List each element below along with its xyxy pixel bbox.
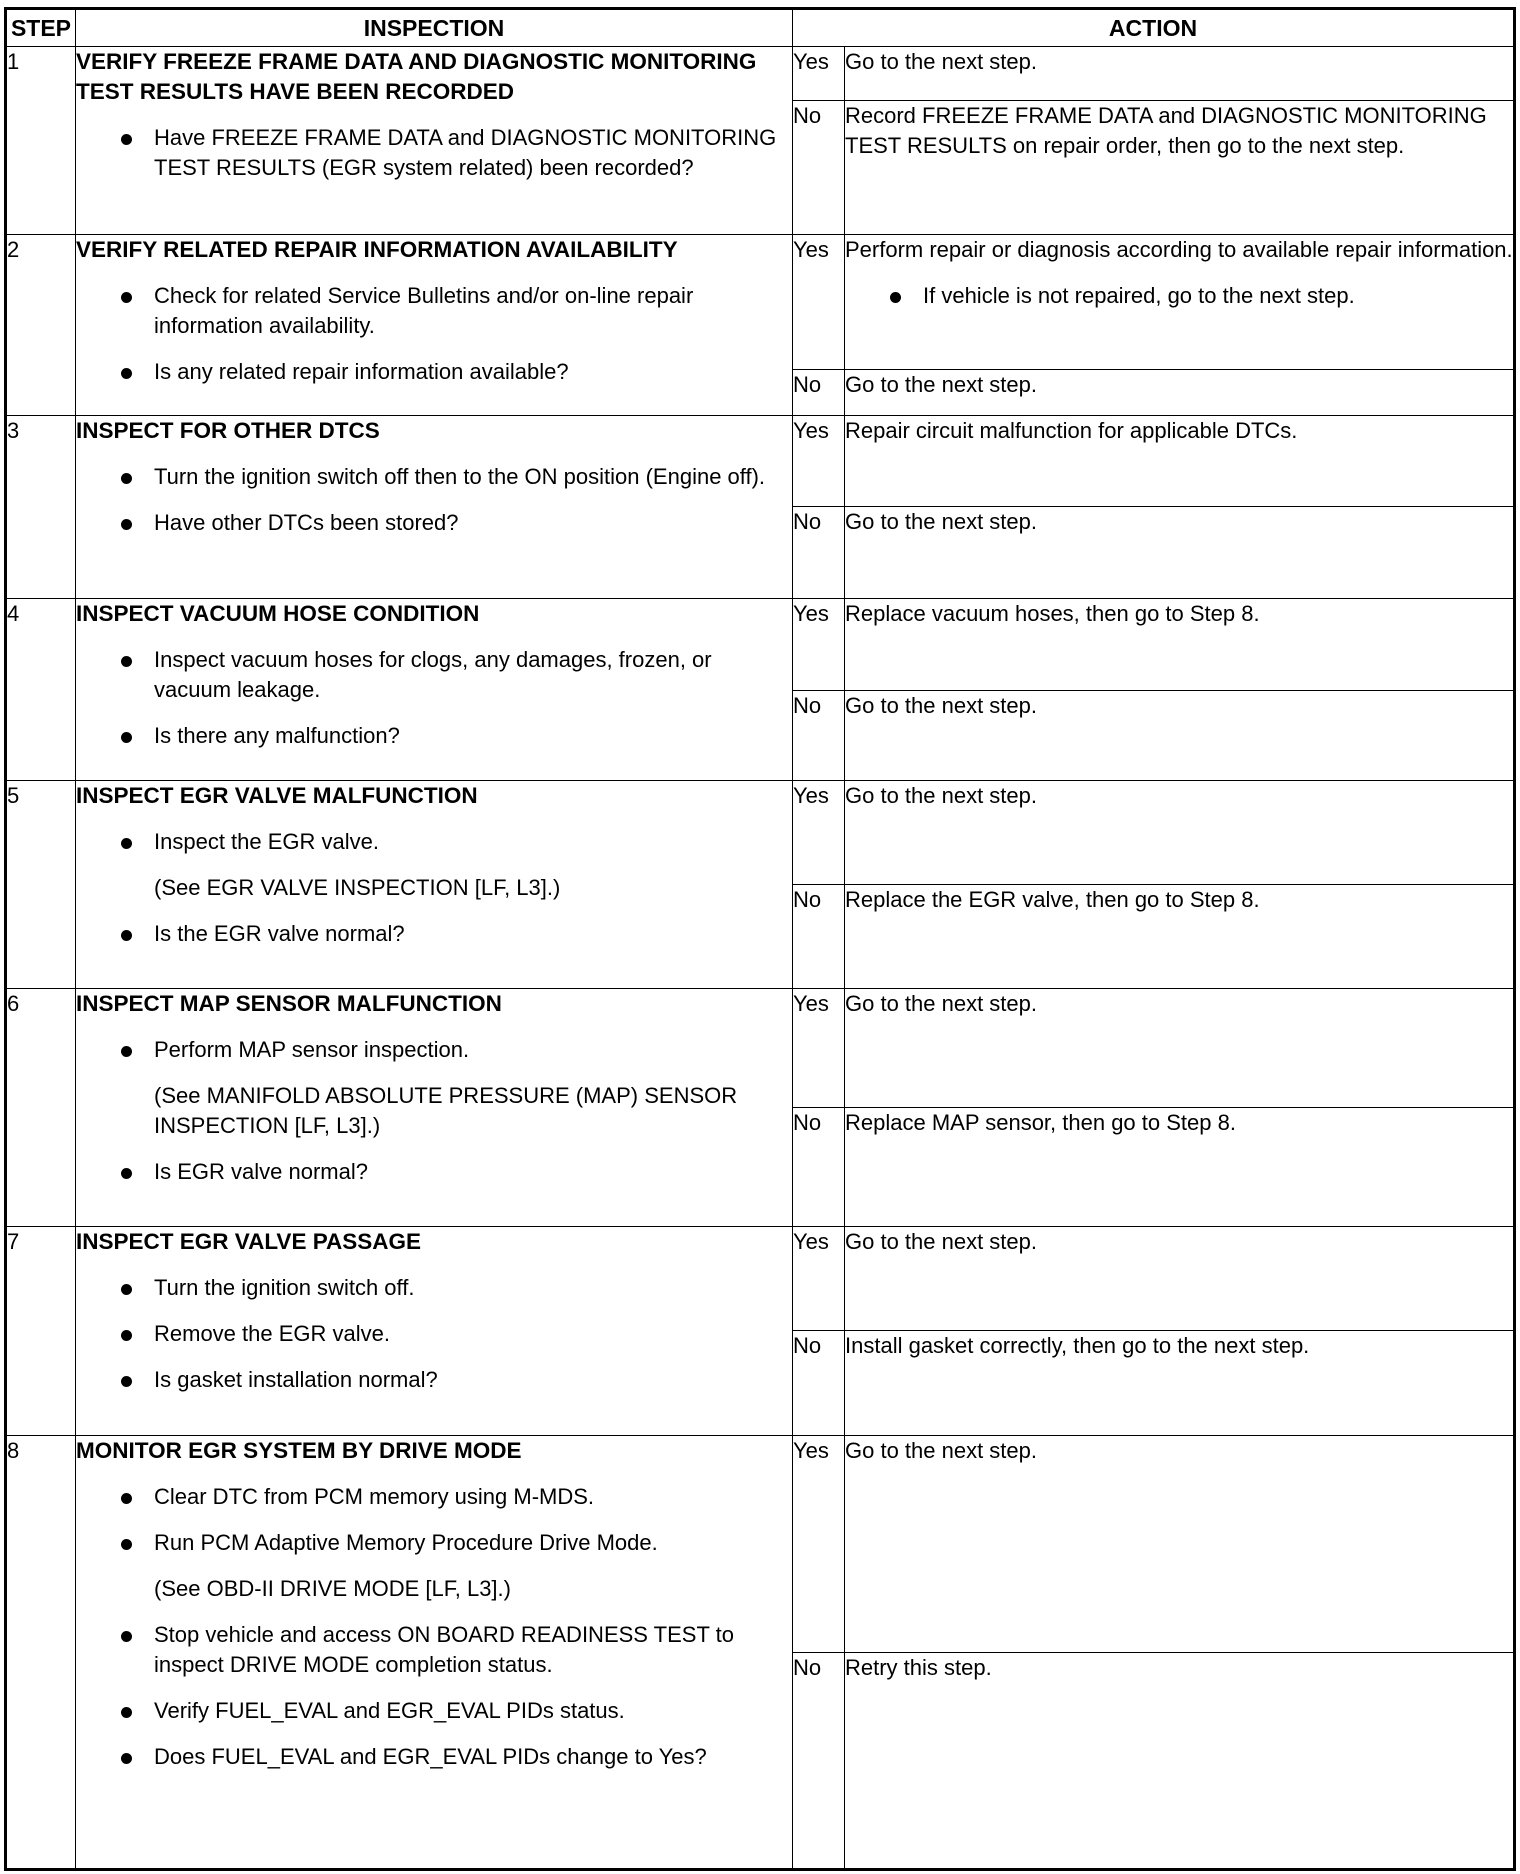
bullet-list xyxy=(76,827,792,857)
yes-label: Yes xyxy=(793,416,845,507)
bullet-list xyxy=(76,1035,792,1065)
bullet-list xyxy=(76,281,792,387)
yes-action-cell xyxy=(845,235,1515,370)
step-7-yes-row xyxy=(6,1227,1515,1331)
no-label: No xyxy=(793,1108,845,1227)
bullet-item: Stop vehicle and access ON BOARD READINESS TEST to inspect DRIVE MODE completion status. xyxy=(76,1620,792,1680)
bullet-item: Check for related Service Bulletins and/or on-line repair information availability. xyxy=(76,281,792,341)
step-8-yes-row xyxy=(6,1436,1515,1653)
step-inspection xyxy=(76,416,793,599)
step-number: 7 xyxy=(6,1227,76,1436)
step-number: 4 xyxy=(6,599,76,781)
step-2-yes-row xyxy=(6,235,1515,370)
no-label: No xyxy=(793,370,845,416)
header-step: STEP xyxy=(6,9,76,47)
yes-label: Yes xyxy=(793,989,845,1108)
bullet-item: Run PCM Adaptive Memory Procedure Drive Mode. xyxy=(76,1528,792,1558)
bullet-item: Clear DTC from PCM memory using M-MDS. xyxy=(76,1482,792,1512)
bullet-item: Perform MAP sensor inspection. xyxy=(76,1035,792,1065)
no-label: No xyxy=(793,691,845,781)
diagnostic-table xyxy=(4,7,1516,1871)
bullet-item: Is gasket installation normal? xyxy=(76,1365,792,1395)
no-label: No xyxy=(793,1331,845,1436)
step-inspection xyxy=(76,235,793,416)
step-title: INSPECT VACUUM HOSE CONDITION xyxy=(76,601,480,626)
bullet-list xyxy=(76,123,792,183)
bullet-item: Is any related repair information available? xyxy=(76,357,792,387)
step-title: VERIFY RELATED REPAIR INFORMATION AVAILABILITY xyxy=(76,237,678,262)
step-inspection xyxy=(76,1227,793,1436)
bullet-list xyxy=(76,645,792,751)
no-label: No xyxy=(793,1653,845,1870)
bullet-item: Have other DTCs been stored? xyxy=(76,508,792,538)
no-action: Record FREEZE FRAME DATA and DIAGNOSTIC MONITORING TEST RESULTS on repair order, then go to the next step. xyxy=(845,101,1515,235)
yes-label: Yes xyxy=(793,235,845,370)
bullet-item: Is there any malfunction? xyxy=(76,721,792,751)
bullet-item: Remove the EGR valve. xyxy=(76,1319,792,1349)
bullet-list xyxy=(76,462,792,538)
step-3-yes-row xyxy=(6,416,1515,507)
no-action: Install gasket correctly, then go to the next step. xyxy=(845,1331,1515,1436)
yes-action: Replace vacuum hoses, then go to Step 8. xyxy=(845,599,1515,691)
see-reference: (See MANIFOLD ABSOLUTE PRESSURE (MAP) SENSOR INSPECTION [LF, L3].) xyxy=(154,1083,738,1138)
header-inspection: INSPECTION xyxy=(76,9,793,47)
step-inspection xyxy=(76,47,793,235)
bullet-item: Inspect the EGR valve. xyxy=(76,827,792,857)
bullet-item: Does FUEL_EVAL and EGR_EVAL PIDs change to Yes? xyxy=(76,1742,792,1772)
bullet-list xyxy=(76,1273,792,1395)
yes-action: Go to the next step. xyxy=(845,781,1515,885)
no-action: Go to the next step. xyxy=(845,507,1515,599)
bullet-item: Verify FUEL_EVAL and EGR_EVAL PIDs status. xyxy=(76,1696,792,1726)
step-inspection xyxy=(76,781,793,989)
yes-action: Go to the next step. xyxy=(845,1227,1515,1331)
yes-action-subbullet: If vehicle is not repaired, go to the next step. xyxy=(845,281,1513,311)
no-action: Go to the next step. xyxy=(845,691,1515,781)
no-action: Go to the next step. xyxy=(845,370,1515,416)
header-row xyxy=(6,9,1515,47)
step-title: INSPECT EGR VALVE MALFUNCTION xyxy=(76,783,478,808)
no-action: Replace the EGR valve, then go to Step 8. xyxy=(845,885,1515,989)
yes-label: Yes xyxy=(793,781,845,885)
step-inspection xyxy=(76,599,793,781)
bullet-item: Is the EGR valve normal? xyxy=(76,919,792,949)
step-title: VERIFY FREEZE FRAME DATA AND DIAGNOSTIC MONITORING TEST RESULTS HAVE BEEN RECORDED xyxy=(76,49,757,104)
step-number: 5 xyxy=(6,781,76,989)
step-4-yes-row xyxy=(6,599,1515,691)
step-1-yes-row xyxy=(6,47,1515,101)
step-5-yes-row xyxy=(6,781,1515,885)
bullet-list xyxy=(76,1482,792,1558)
see-reference: (See EGR VALVE INSPECTION [LF, L3].) xyxy=(154,875,561,900)
yes-action: Go to the next step. xyxy=(845,47,1515,101)
step-number: 3 xyxy=(6,416,76,599)
yes-label: Yes xyxy=(793,599,845,691)
bullet-item: Turn the ignition switch off. xyxy=(76,1273,792,1303)
step-number: 2 xyxy=(6,235,76,416)
no-label: No xyxy=(793,101,845,235)
no-action: Replace MAP sensor, then go to Step 8. xyxy=(845,1108,1515,1227)
yes-action: Repair circuit malfunction for applicable DTCs. xyxy=(845,416,1515,507)
bullet-list xyxy=(76,1620,792,1772)
bullet-list xyxy=(76,919,792,949)
bullet-item: Is EGR valve normal? xyxy=(76,1157,792,1187)
yes-action: Perform repair or diagnosis according to available repair information. xyxy=(845,237,1513,262)
bullet-item: Inspect vacuum hoses for clogs, any damages, frozen, or vacuum leakage. xyxy=(76,645,792,705)
bullet-list xyxy=(76,1157,792,1187)
yes-action: Go to the next step. xyxy=(845,989,1515,1108)
step-number: 6 xyxy=(6,989,76,1227)
step-title: INSPECT FOR OTHER DTCS xyxy=(76,418,380,443)
no-label: No xyxy=(793,885,845,989)
step-title: MONITOR EGR SYSTEM BY DRIVE MODE xyxy=(76,1438,522,1463)
step-title: INSPECT EGR VALVE PASSAGE xyxy=(76,1229,422,1254)
bullet-item: Have FREEZE FRAME DATA and DIAGNOSTIC MONITORING TEST RESULTS (EGR system related) been recorded? xyxy=(76,123,792,183)
no-label: No xyxy=(793,507,845,599)
yes-action: Go to the next step. xyxy=(845,1436,1515,1653)
yes-label: Yes xyxy=(793,1436,845,1653)
yes-label: Yes xyxy=(793,47,845,101)
yes-label: Yes xyxy=(793,1227,845,1331)
step-inspection xyxy=(76,1436,793,1870)
no-action: Retry this step. xyxy=(845,1653,1515,1870)
header-action: ACTION xyxy=(793,9,1515,47)
step-6-yes-row xyxy=(6,989,1515,1108)
bullet-item: Turn the ignition switch off then to the ON position (Engine off). xyxy=(76,462,792,492)
see-reference: (See OBD-II DRIVE MODE [LF, L3].) xyxy=(154,1576,511,1601)
step-number: 8 xyxy=(6,1436,76,1870)
step-title: INSPECT MAP SENSOR MALFUNCTION xyxy=(76,991,502,1016)
step-inspection xyxy=(76,989,793,1227)
step-number: 1 xyxy=(6,47,76,235)
